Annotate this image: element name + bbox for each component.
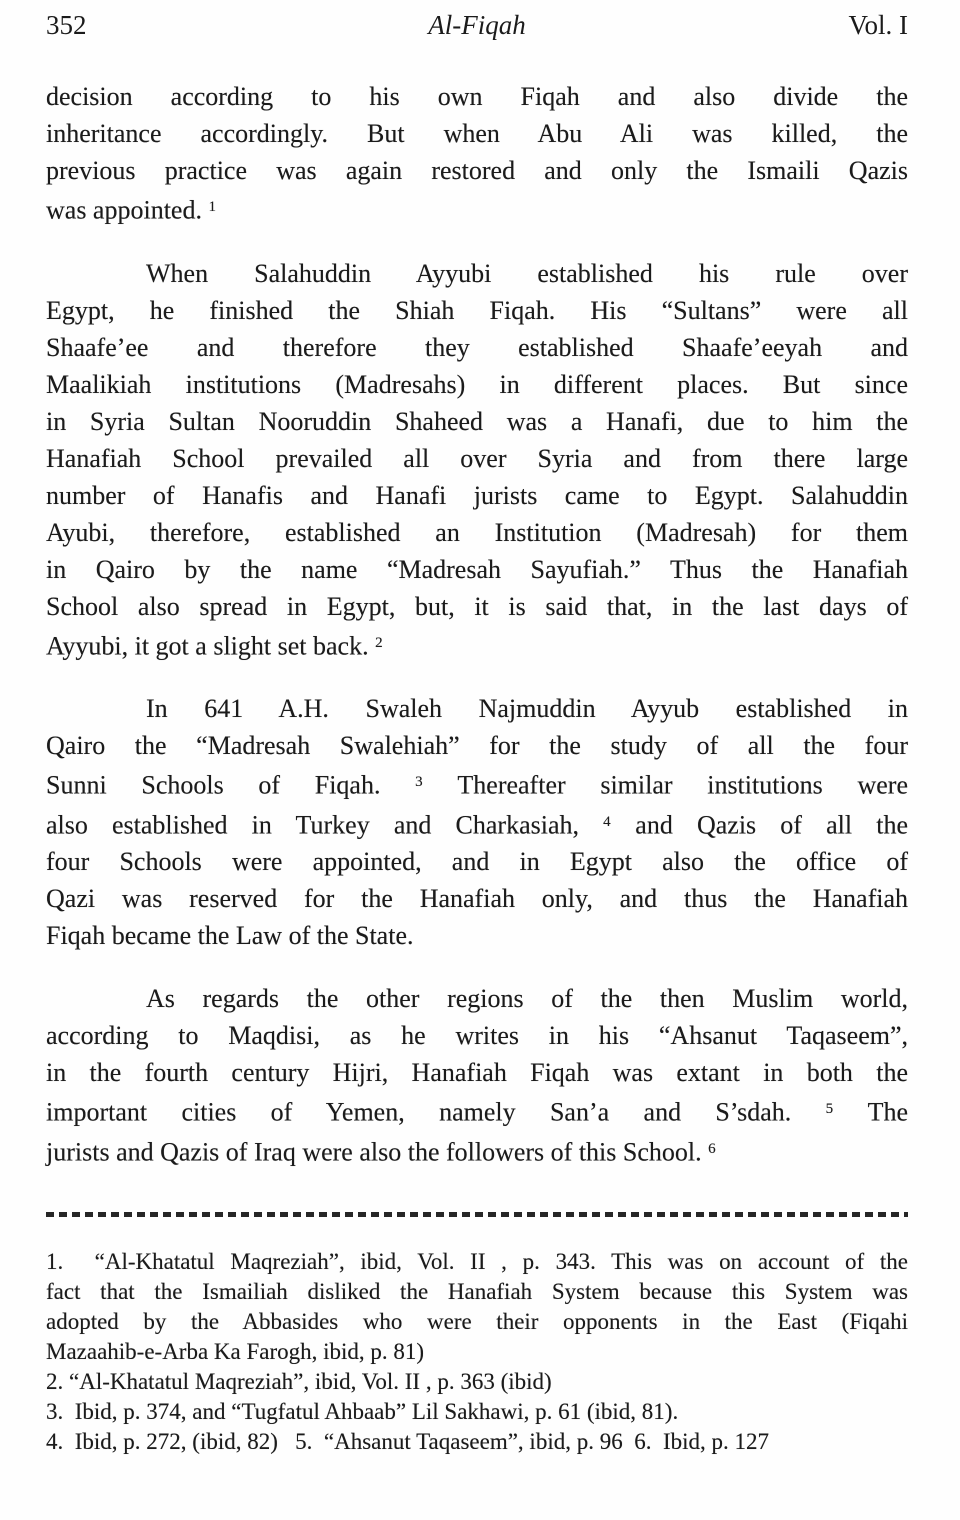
text-line bbox=[46, 764, 908, 804]
text-segment: previous practice was again restored and only the Ismaili Qazis bbox=[46, 156, 908, 185]
footnote-ref: 1 bbox=[208, 199, 217, 215]
footnote-ref: 6 bbox=[708, 1140, 717, 1157]
text-segment: Thereafter similar institutions were bbox=[423, 770, 908, 800]
text-segment: fact that the Ismailiah disliked the Hanafiah System because this System was bbox=[46, 1279, 908, 1305]
text-segment: jurists and Qazis of Iraq were also the followers of this School. bbox=[46, 1137, 709, 1167]
footnote-separator bbox=[46, 1212, 908, 1217]
text-line bbox=[46, 477, 908, 514]
footnote-ref: 4 bbox=[603, 813, 612, 830]
text-line bbox=[46, 1054, 908, 1091]
page-body bbox=[46, 78, 908, 1170]
volume-label: Vol. I bbox=[848, 10, 908, 40]
text-segment: in Syria Sultan Nooruddin Shaheed was a Hanafi, due to him the bbox=[46, 406, 908, 436]
text-line bbox=[46, 1091, 908, 1131]
text-segment: 2. “Al-Khatatul Maqreziah”, ibid, Vol. II , p. 363 (ibid) bbox=[46, 1369, 552, 1395]
text-line bbox=[46, 551, 908, 588]
text-segment: four Schools were appointed, and in Egypt also the office of bbox=[46, 847, 908, 877]
text-line bbox=[46, 625, 908, 665]
text-line bbox=[46, 690, 908, 727]
text-segment: The bbox=[833, 1097, 909, 1127]
book-title: Al-Fiqah bbox=[428, 10, 526, 40]
text-segment: important cities of Yemen, namely San’a and S’sdah. bbox=[46, 1097, 826, 1127]
text-line bbox=[46, 1397, 908, 1427]
text-segment: in the fourth century Hijri, Hanafiah Fiqah was extant in both the bbox=[46, 1058, 908, 1088]
text-line bbox=[46, 1017, 908, 1054]
text-segment: When Salahuddin Ayyubi established his rule over bbox=[146, 258, 908, 288]
text-line bbox=[46, 917, 908, 954]
page-header bbox=[46, 8, 908, 42]
text-line bbox=[46, 292, 908, 329]
text-segment: Mazaahib-e-Arba Ka Farogh, ibid, p. 81) bbox=[46, 1339, 425, 1365]
text-line bbox=[46, 514, 908, 551]
text-segment: In 641 A.H. Swaleh Najmuddin Ayyub established in bbox=[146, 694, 908, 724]
paragraph-3 bbox=[46, 690, 908, 954]
text-segment: Egypt, he finished the Shiah Fiqah. His “Sultans” were all bbox=[46, 295, 908, 325]
text-line bbox=[46, 366, 908, 403]
text-line bbox=[46, 115, 908, 152]
text-segment: As regards the other regions of the then Muslim world, bbox=[146, 984, 908, 1014]
text-line bbox=[46, 1367, 908, 1397]
text-line bbox=[46, 189, 908, 229]
text-segment: Ayyubi, it got a slight set back. bbox=[46, 631, 376, 661]
text-segment: 3. Ibid, p. 374, and “Tugfatul Ahbaab” Lil Sakhawi, p. 61 (ibid, 81). bbox=[46, 1399, 679, 1425]
paragraph-2 bbox=[46, 255, 908, 665]
text-line bbox=[46, 880, 908, 917]
text-line bbox=[46, 440, 908, 477]
text-segment: also established in Turkey and Charkasiah, bbox=[46, 810, 604, 840]
text-segment: inheritance accordingly. But when Abu Ali was killed, the bbox=[46, 119, 908, 148]
text-line bbox=[46, 403, 908, 440]
text-line bbox=[46, 1427, 908, 1457]
text-segment: number of Hanafis and Hanafi jurists came to Egypt. Salahuddin bbox=[46, 480, 908, 510]
paragraph-4 bbox=[46, 980, 908, 1170]
text-line bbox=[46, 1337, 908, 1367]
text-line bbox=[46, 255, 908, 292]
text-segment: decision according to his own Fiqah and also divide the bbox=[46, 82, 908, 111]
text-segment: in Qairo by the name “Madresah Sayufiah.” Thus the Hanafiah bbox=[46, 554, 908, 584]
text-line bbox=[46, 152, 908, 189]
text-line bbox=[46, 1307, 908, 1337]
footnotes-block bbox=[46, 1247, 908, 1457]
text-segment: 1. “Al-Khatatul Maqreziah”, ibid, Vol. II , p. 343. This was on account of the bbox=[46, 1249, 908, 1275]
paragraph-1 bbox=[46, 78, 908, 229]
text-line bbox=[46, 1247, 908, 1277]
text-segment: adopted by the Abbasides who were their opponents in the East (Fiqahi bbox=[46, 1309, 908, 1335]
text-line bbox=[46, 588, 908, 625]
text-segment: Maalikiah institutions (Madresahs) in different places. But since bbox=[46, 369, 908, 399]
page-number: 352 bbox=[46, 10, 87, 40]
text-line bbox=[46, 804, 908, 844]
text-segment: Qazi was reserved for the Hanafiah only, and thus the Hanafiah bbox=[46, 884, 908, 914]
text-line bbox=[46, 843, 908, 880]
text-line bbox=[46, 329, 908, 366]
text-segment: Qairo the “Madresah Swalehiah” for the study of all the four bbox=[46, 731, 908, 761]
footnote-ref: 3 bbox=[415, 774, 424, 791]
text-segment: Hanafiah School prevailed all over Syria and from there large bbox=[46, 443, 908, 473]
text-segment: Ayubi, therefore, established an Institution (Madresah) for them bbox=[46, 517, 908, 547]
text-line bbox=[46, 1131, 908, 1171]
text-segment: School also spread in Egypt, but, it is said that, in the last days of bbox=[46, 591, 908, 621]
footnote-ref: 2 bbox=[375, 634, 384, 651]
text-segment: 4. Ibid, p. 272, (ibid, 82) 5. “Ahsanut Taqaseem”, ibid, p. 96 6. Ibid, p. 127 bbox=[46, 1429, 770, 1455]
footnote-ref: 5 bbox=[825, 1101, 834, 1118]
text-segment: and Qazis of all the bbox=[611, 810, 908, 840]
text-segment: Sunni Schools of Fiqah. bbox=[46, 770, 416, 800]
text-segment: Fiqah became the Law of the State. bbox=[46, 921, 414, 951]
text-line bbox=[46, 980, 908, 1017]
text-segment: was appointed. bbox=[46, 195, 209, 225]
text-segment: according to Maqdisi, as he writes in his “Ahsanut Taqaseem”, bbox=[46, 1021, 908, 1051]
text-line bbox=[46, 78, 908, 115]
text-line bbox=[46, 1277, 908, 1307]
text-segment: Shaafe’ee and therefore they established Shaafe’eeyah and bbox=[46, 332, 908, 362]
text-line bbox=[46, 727, 908, 764]
